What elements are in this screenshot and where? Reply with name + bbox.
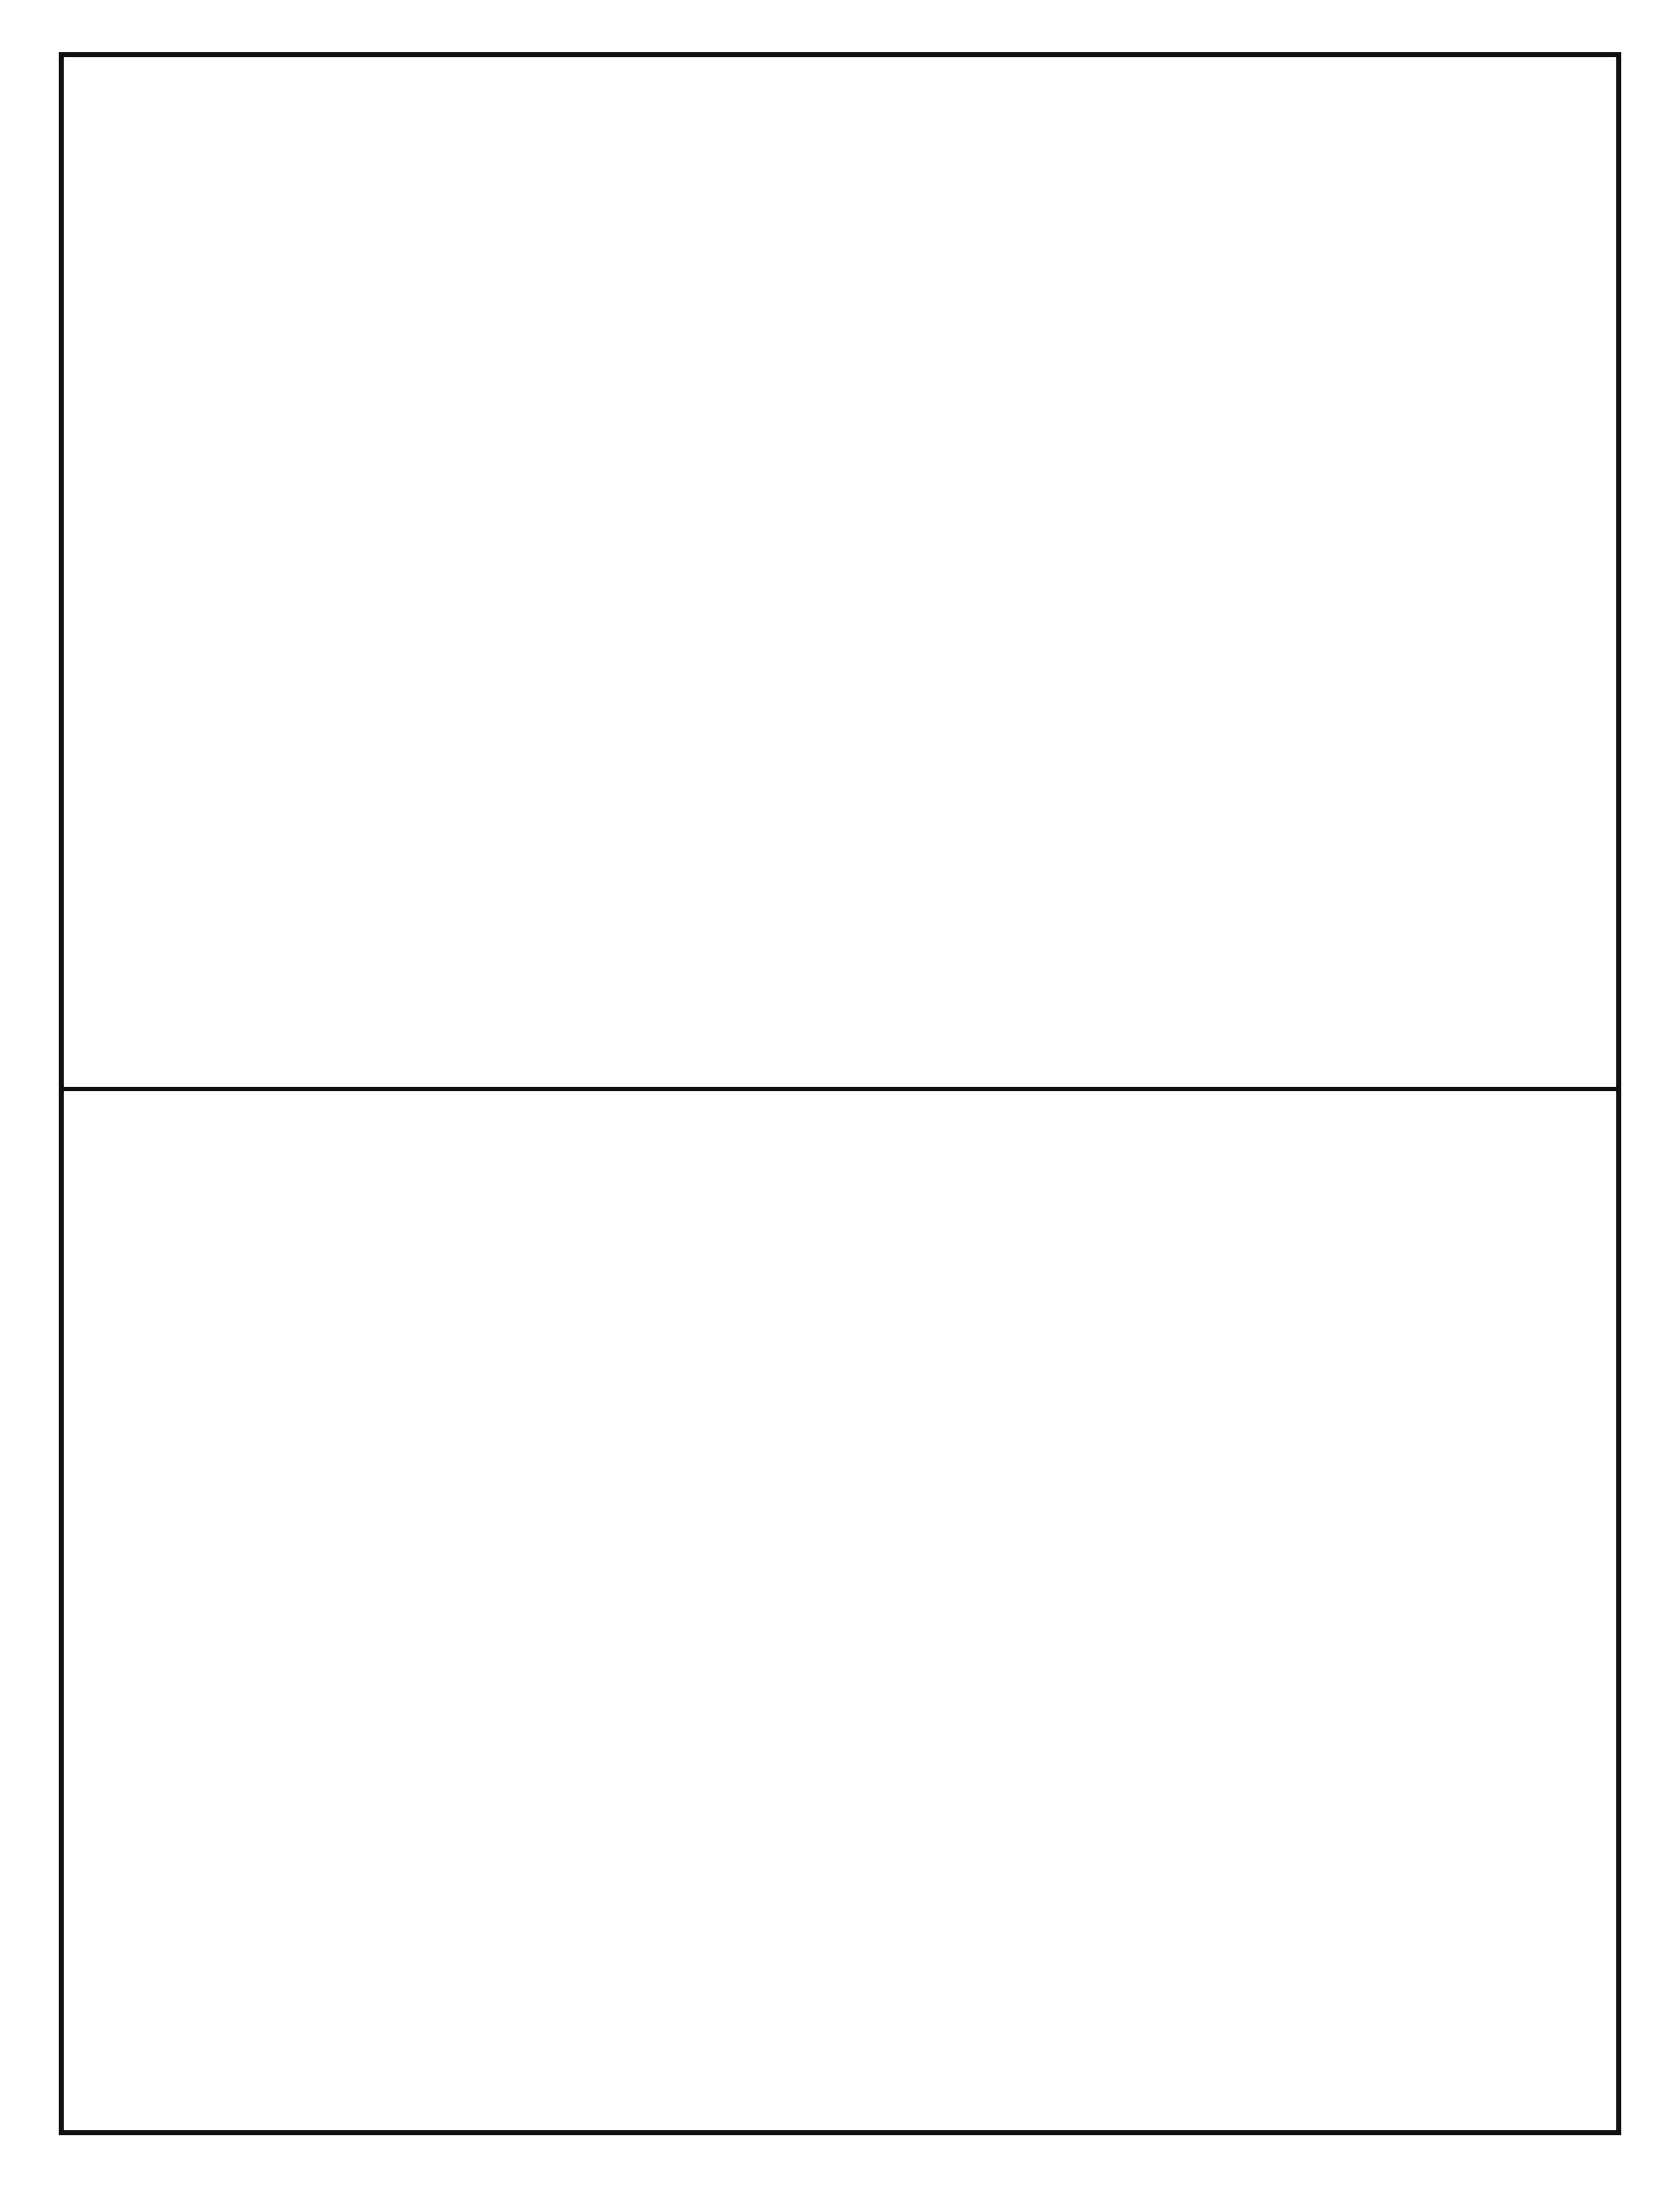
top-text-columns [101, 223, 1604, 1063]
bottom-text-columns [101, 1243, 1604, 2100]
top-header [546, 151, 1218, 202]
bottom-header [546, 1174, 1218, 1225]
panel-divider [59, 1087, 1621, 1091]
